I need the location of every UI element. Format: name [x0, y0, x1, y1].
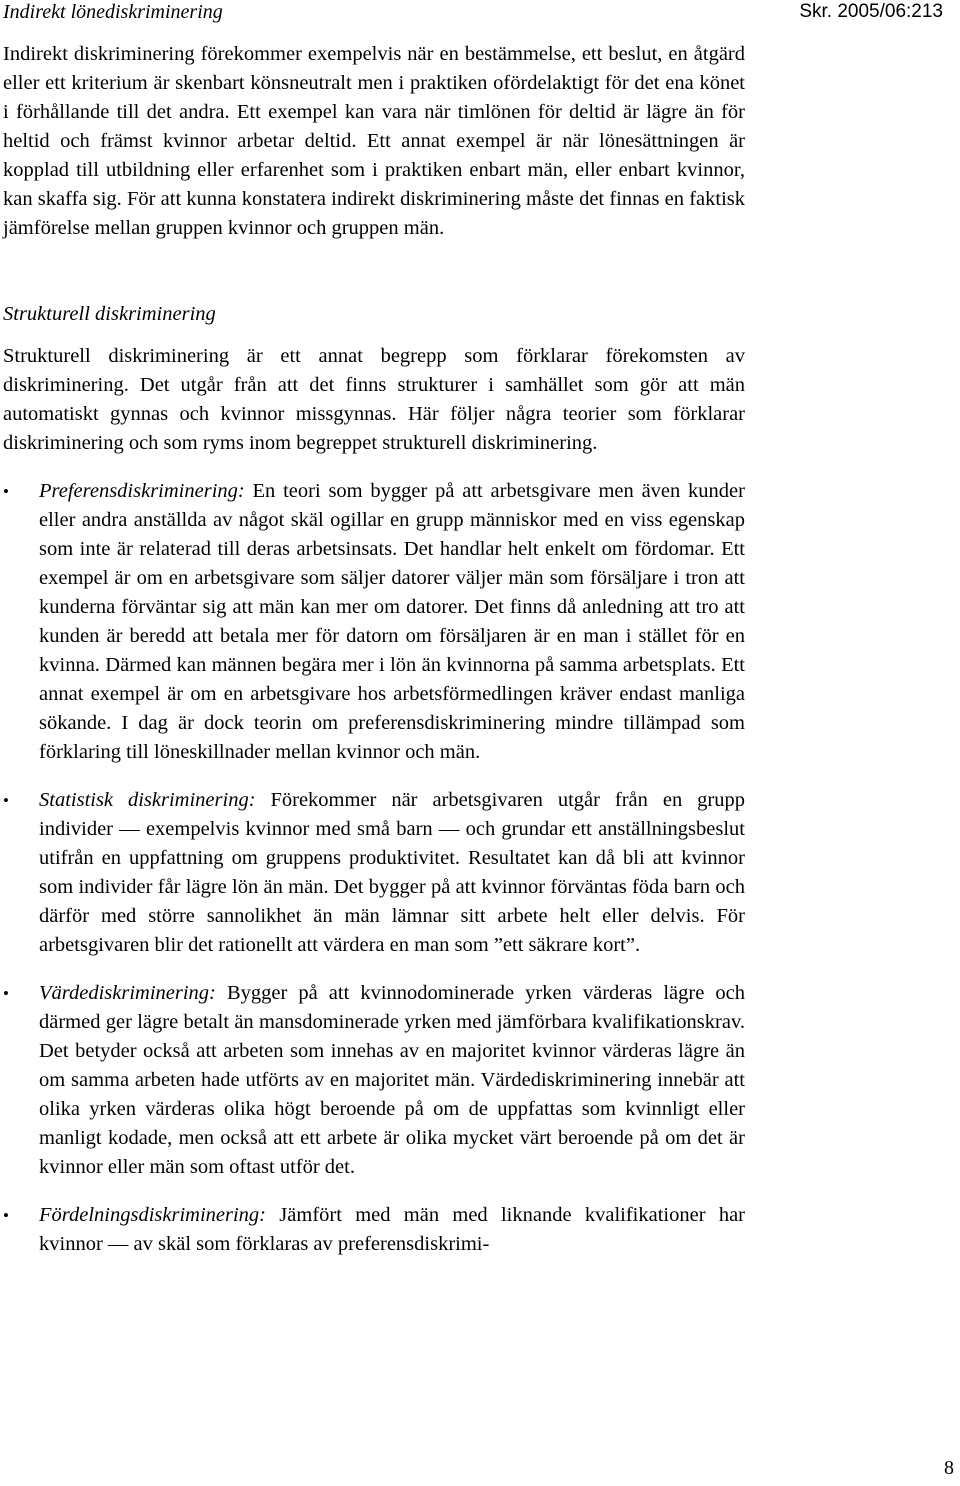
term-label: Statistisk diskriminering: [39, 789, 256, 811]
bullet-icon: • [3, 791, 9, 810]
term-label: Fördelningsdiskriminering: [39, 1204, 267, 1226]
term-description: Förekommer när arbetsgivaren utgår från en grupp individer — exempelvis kvinnor med små barn — och grundar ett anställningsbeslut utifrån en uppfattning om gruppens produktivitet. Resultatet kan då bli att kvinnor som individer får lägre lön än män. Det bygger på att kvinnor förväntas föda barn och därför med större sannolikhet än män lämnar sitt arbete helt eller delvis. För arbetsgivaren blir det rationellt att värdera en man som ”ett säkrare kort”. [39, 789, 745, 956]
term-label: Värdediskriminering: [39, 982, 216, 1004]
list-item-vardediskriminering [3, 979, 745, 1182]
bullet-icon: • [3, 482, 9, 501]
running-header [3, 0, 943, 24]
structural-paragraph: Strukturell diskriminering är ett annat begrepp som förklarar förekomsten av diskriminering. Det utgår från att det finns strukturer i samhället som gör att män automatiskt gynnas och kvinnor missgynnas. Här följer några teorier som förklarar diskriminering och som ryms inom begreppet strukturell diskriminering. [3, 345, 745, 454]
list-item-statistisk-diskriminering [3, 786, 745, 960]
section-heading-structural: Strukturell diskriminering [3, 303, 216, 325]
term-description: Jämfört med män med liknande kvalifikationer har kvinnor — av skäl som förklaras av preferensdiskrimi- [39, 1204, 745, 1255]
theories-list [3, 477, 745, 1259]
term-description: Bygger på att kvinnodominerade yrken värderas lägre och därmed ger lägre betalt än mansdominerade yrken med jämförbara kvalifikationskrav. Det betyder också att arbeten som innehas av en majoritet kvinnor värderas lägre än om samma arbeten hade utförts av en majoritet män. Värdediskriminering innebär att olika yrken värderas olika högt beroende på om de uppfattas som kvinnligt eller manligt kodade, men också att ett arbete är olika mycket värt beroende på om det är kvinnor eller män som oftast utför det. [39, 982, 745, 1178]
intro-paragraph: Indirekt diskriminering förekommer exempelvis när en bestämmelse, ett beslut, en åtgärd eller ett kriterium är skenbart könsneutralt men i praktiken ofördelaktigt för det ena könet i förhållande till det andra. Ett exempel kan vara när timlönen för deltid är lägre än för heltid och främst kvinnor arbetar deltid. Ett annat exempel är när lönesättningen är kopplad till utbildning eller erfarenhet som i praktiken enbart män, eller enbart kvinnor, kan skaffa sig. För att kunna konstatera indirekt diskriminering måste det finnas en faktisk jämförelse mellan gruppen kvinnor och gruppen män. [3, 43, 745, 239]
page-number: 8 [944, 1457, 954, 1479]
list-item-preferensdiskriminering [3, 477, 745, 767]
list-item-fordelningsdiskriminering [3, 1201, 745, 1259]
document-reference: Skr. 2005/06:213 [799, 1, 943, 22]
page-body [3, 40, 745, 1278]
term-label: Preferensdiskriminering: [39, 480, 245, 502]
term-description: En teori som bygger på att arbetsgivare men även kunder eller andra anställda av något skäl ogillar en grupp människor med en viss egenskap som inte är relaterad till deras arbetsinsats. Det handlar helt enkelt om fördomar. Ett exempel är om en arbetsgivare som säljer datorer väljer män som försäljare i tron att kunderna förväntar sig att män kan mer om datorer. Det finns då anledning att tro att kunden är beredd att betala mer för datorn om försäljaren är en man i stället för en kvinna. Därmed kan männen begära mer i lön än kvinnorna på samma arbetsplats. Ett annat exempel är om en arbetsgivare hos arbetsförmedlingen kräver endast manliga sökande. I dag är dock teorin om preferensdiskriminering mindre tillämpad som förklaring till löneskillnader mellan kvinnor och män. [39, 480, 745, 763]
running-title: Indirekt lönediskriminering [3, 1, 223, 23]
bullet-icon: • [3, 984, 9, 1003]
bullet-icon: • [3, 1206, 9, 1225]
